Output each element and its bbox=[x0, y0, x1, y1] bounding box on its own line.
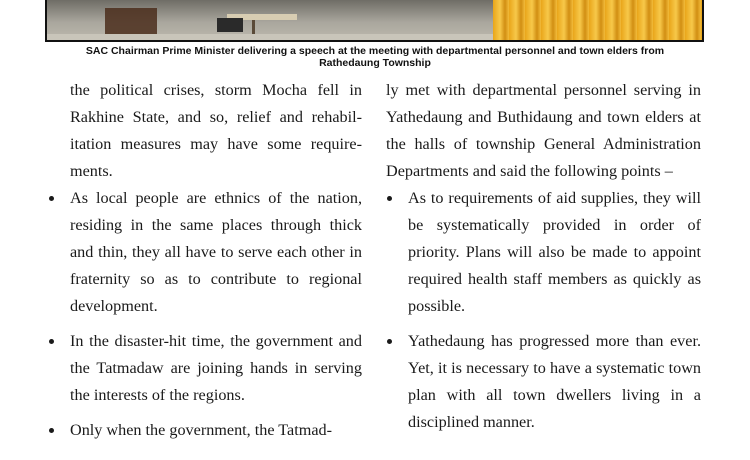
bullet-icon bbox=[49, 428, 54, 433]
bullet-icon bbox=[387, 339, 392, 344]
bullet-icon bbox=[387, 196, 392, 201]
right-bullet-list bbox=[386, 185, 701, 436]
photo-caption bbox=[45, 45, 705, 69]
list-item bbox=[48, 328, 362, 409]
news-photo bbox=[45, 0, 704, 42]
bullet-text: In the disaster-hit time, the government and the Tatmadaw are joining hands in serving the interests of the regions. bbox=[70, 332, 362, 404]
caption-line-1: SAC Chairman Prime Minister delivering a speech at the meeting with departmental personnel and town elders from bbox=[85, 45, 665, 57]
photo-bag-shape bbox=[217, 18, 243, 32]
left-continuation-paragraph: the political crises, storm Mocha fell in Rakhine State, and so, relief and rehabilitation measures may have some requirements. bbox=[70, 81, 362, 180]
left-bullet-list bbox=[48, 185, 362, 444]
bullet-text: Only when the government, the Tatmad- bbox=[70, 421, 332, 439]
bullet-text: Yathedaung has progressed more than ever. Yet, it is necessary to have a systematic town plan with all town dwellers living in a disciplined manner. bbox=[408, 332, 701, 431]
list-item bbox=[386, 185, 701, 320]
list-item bbox=[48, 185, 362, 320]
left-column bbox=[48, 77, 362, 452]
right-column bbox=[386, 77, 701, 444]
photo-chair-shape bbox=[105, 8, 157, 34]
bullet-text: As to requirements of aid supplies, they will be systematically provided in order of priority. Plans will also be made to appoint required health staff members as quickly as possible. bbox=[408, 189, 701, 315]
right-intro-paragraph: ly met with departmental personnel serving in Yathedaung and Buthidaung and town elders at the halls of township General Administration Departments and said the following points – bbox=[386, 81, 701, 180]
bullet-icon bbox=[49, 339, 54, 344]
list-item bbox=[386, 328, 701, 436]
bullet-icon bbox=[49, 196, 54, 201]
bullet-text: As local people are ethnics of the nation, residing in the same places through thick and thin, they all have to serve each other in fraternity so as to contribute to regional development. bbox=[70, 189, 362, 315]
photo-curtain bbox=[493, 0, 702, 40]
list-item bbox=[48, 417, 362, 444]
photo-floor bbox=[47, 34, 497, 40]
caption-line-2: Rathedaung Township bbox=[319, 57, 431, 69]
